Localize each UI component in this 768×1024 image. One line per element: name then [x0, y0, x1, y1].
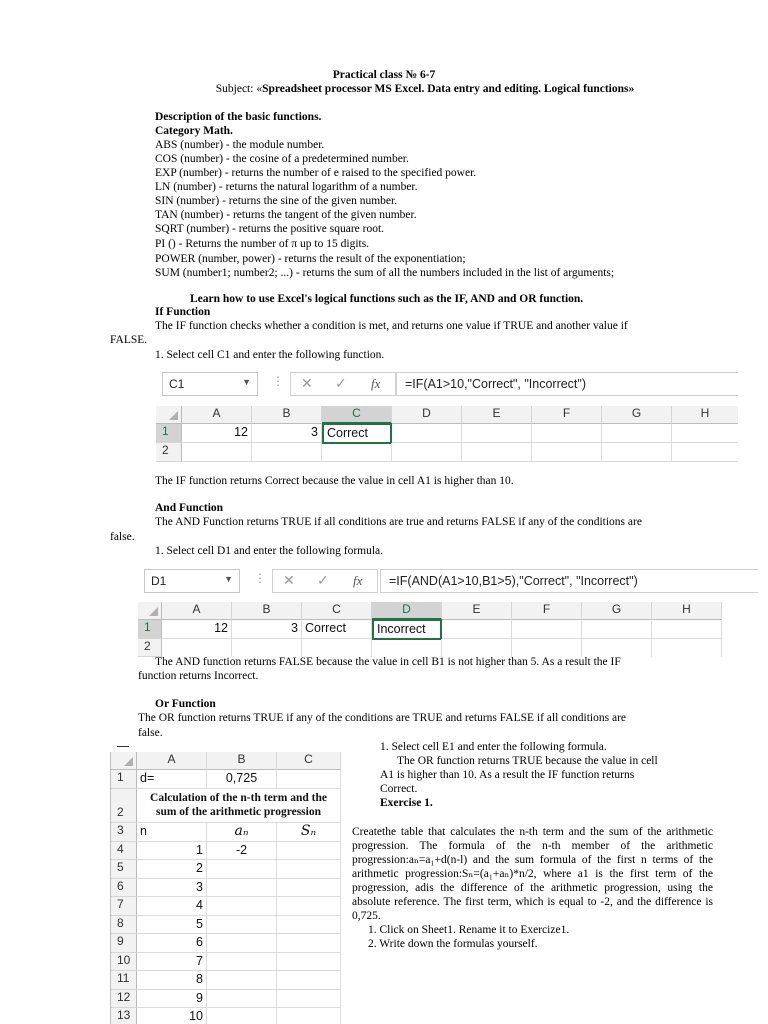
row-header-4[interactable]: 4 — [111, 842, 137, 860]
cell-f1[interactable] — [532, 424, 602, 443]
row-header-13[interactable]: 13 — [111, 1008, 137, 1024]
cell-c7[interactable] — [277, 897, 341, 916]
cell-b9[interactable] — [207, 934, 277, 953]
function-item: SQRT (number) - returns the positive square root. — [155, 223, 385, 235]
row-header-1[interactable]: 1 — [156, 424, 182, 443]
col-header-e[interactable]: E — [462, 406, 532, 424]
or-step-line: The OR function returns TRUE because the value in cell — [397, 755, 658, 767]
subject-line — [0, 83, 768, 95]
cell-a3[interactable]: n — [137, 823, 207, 842]
cell-a9[interactable]: 6 — [137, 934, 207, 953]
cell-f1[interactable] — [512, 620, 582, 639]
function-item: TAN (number) - returns the tangent of the given number. — [155, 209, 417, 221]
cell-b7[interactable] — [207, 897, 277, 916]
select-all-corner[interactable] — [156, 406, 182, 424]
cell-c1[interactable]: Correct — [302, 620, 372, 639]
cell-a1[interactable]: 12 — [182, 424, 252, 443]
formula-bar[interactable]: =IF(A1>10,"Correct", "Incorrect") — [396, 372, 738, 396]
col-header-f[interactable]: F — [512, 602, 582, 620]
fx-icon[interactable]: fx — [371, 376, 381, 391]
col-header-g[interactable]: G — [602, 406, 672, 424]
if-description: The IF function checks whether a condition is met, and returns one value if TRUE and another value if — [155, 320, 628, 332]
cell-e2[interactable] — [462, 443, 532, 462]
cell-g1[interactable] — [602, 424, 672, 443]
name-box-value: C1 — [169, 377, 185, 391]
col-header-a[interactable]: A — [182, 406, 252, 424]
cell-b13[interactable] — [207, 1008, 277, 1024]
cell-c11[interactable] — [277, 971, 341, 990]
cell-b4[interactable]: -2 — [207, 842, 277, 860]
col-header-c[interactable]: C — [277, 752, 341, 770]
function-item: PI () - Returns the number of π up to 15 digits. — [155, 238, 370, 250]
and-result-end: function returns Incorrect. — [138, 670, 259, 682]
cell-b12[interactable] — [207, 990, 277, 1008]
cell-a5[interactable]: 2 — [137, 860, 207, 879]
cell-a4[interactable]: 1 — [137, 842, 207, 860]
function-item: LN (number) - returns the natural logarithm of a number. — [155, 181, 418, 193]
if-heading: If Function — [155, 306, 211, 318]
row-header-7[interactable]: 7 — [111, 897, 137, 916]
cell-c12[interactable] — [277, 990, 341, 1008]
cell-h2[interactable] — [652, 639, 722, 657]
cell-b1[interactable]: 0,725 — [207, 770, 277, 789]
row-header-6[interactable]: 6 — [111, 879, 137, 897]
learn-heading: Learn how to use Excel's logical functions such as the IF, AND and OR function. — [190, 293, 584, 305]
col-header-h[interactable]: H — [652, 602, 722, 620]
cell-b1[interactable]: 3 — [232, 620, 302, 639]
cancel-icon[interactable]: ✕ — [283, 572, 295, 588]
excel-screenshot-if — [156, 364, 738, 462]
or-step: 1. Select cell E1 and enter the following formula. — [380, 741, 607, 753]
cell-c6[interactable] — [277, 879, 341, 897]
or-heading: Or Function — [155, 698, 216, 710]
if-step: 1. Select cell C1 and enter the following function. — [155, 349, 385, 361]
cell-b3[interactable]: aₙ — [207, 823, 277, 842]
col-header-a[interactable]: A — [162, 602, 232, 620]
cell-b2[interactable] — [232, 639, 302, 657]
cell-c2[interactable] — [322, 443, 392, 462]
divider — [117, 746, 129, 747]
cell-e1[interactable] — [462, 424, 532, 443]
row-header-2[interactable]: 2 — [156, 443, 182, 462]
name-box-value: D1 — [151, 574, 167, 588]
cell-c2[interactable] — [302, 639, 372, 657]
name-box[interactable] — [144, 569, 240, 593]
col-header-c[interactable]: C — [322, 406, 392, 424]
or-description-end: false. — [138, 727, 163, 739]
cell-c10[interactable] — [277, 953, 341, 971]
cell-b1[interactable]: 3 — [252, 424, 322, 443]
cell-c1[interactable]: Correct — [322, 423, 392, 444]
col-header-a[interactable]: A — [137, 752, 207, 770]
cell-h1[interactable] — [672, 424, 738, 443]
or-step-line: A1 is higher than 10. As a result the IF function returns — [380, 769, 635, 781]
cell-b11[interactable] — [207, 971, 277, 990]
row-header-5[interactable]: 5 — [111, 860, 137, 879]
exercise-step: 2. Write down the formulas yourself. — [368, 938, 538, 950]
cell-h2[interactable] — [672, 443, 738, 462]
cell-a1[interactable]: 12 — [162, 620, 232, 639]
cell-a11[interactable]: 8 — [137, 971, 207, 990]
enter-icon[interactable]: ✓ — [335, 375, 347, 391]
col-header-b[interactable]: B — [252, 406, 322, 424]
row-header-11[interactable]: 11 — [111, 971, 137, 990]
cell-f2[interactable] — [532, 443, 602, 462]
cell-a2[interactable] — [162, 639, 232, 657]
row-header-1[interactable]: 1 — [111, 770, 137, 789]
formula-controls — [272, 569, 378, 593]
more-icon: ⋮ — [254, 571, 266, 585]
row-header-12[interactable]: 12 — [111, 990, 137, 1008]
cell-d1[interactable] — [392, 424, 462, 443]
function-item: COS (number) - the cosine of a predetermined number. — [155, 153, 409, 165]
fx-icon[interactable]: fx — [353, 573, 363, 588]
function-item: POWER (number, power) - returns the result of the exponentiation; — [155, 253, 466, 265]
row-header-2[interactable]: 2 — [111, 789, 137, 823]
row-header-3[interactable]: 3 — [111, 823, 137, 842]
row-header-10[interactable]: 10 — [111, 953, 137, 971]
row-header-9[interactable]: 9 — [111, 934, 137, 953]
and-step: 1. Select cell D1 and enter the following formula. — [155, 545, 384, 557]
cell-a13[interactable]: 10 — [137, 1008, 207, 1024]
cell-a2[interactable] — [182, 443, 252, 462]
chevron-down-icon: ▼ — [224, 574, 233, 584]
excel-screenshot-and — [138, 561, 758, 657]
col-header-f[interactable]: F — [532, 406, 602, 424]
cell-a12[interactable]: 9 — [137, 990, 207, 1008]
cell-b6[interactable] — [207, 879, 277, 897]
cell-d1[interactable]: Incorrect — [372, 619, 442, 640]
and-description-end: false. — [110, 531, 135, 543]
row-header-8[interactable]: 8 — [111, 916, 137, 934]
subject-prefix: Subject: « — [215, 83, 263, 95]
function-item: ABS (number) - the module number. — [155, 139, 325, 151]
subject-text: Spreadsheet processor MS Excel. Data entry and editing. Logical functions» — [262, 83, 635, 95]
cell-c13[interactable] — [277, 1008, 341, 1024]
cell-a1[interactable]: d= — [137, 770, 207, 789]
or-description: The OR function returns TRUE if any of the conditions are TRUE and returns FALSE if all conditions are — [138, 712, 627, 724]
cell-f2[interactable] — [512, 639, 582, 657]
excel-screenshot-exercise — [110, 752, 341, 1024]
cell-c8[interactable] — [277, 916, 341, 934]
col-header-b[interactable]: B — [232, 602, 302, 620]
enter-icon[interactable]: ✓ — [317, 572, 329, 588]
cell-a8[interactable]: 5 — [137, 916, 207, 934]
col-header-d[interactable]: D — [372, 602, 442, 620]
cell-d2[interactable] — [392, 443, 462, 462]
and-result: The AND function returns FALSE because the value in cell B1 is not higher than 5. As a result the IF — [155, 656, 621, 668]
cell-g2[interactable] — [602, 443, 672, 462]
cancel-icon[interactable]: ✕ — [301, 375, 313, 391]
cell-c5[interactable] — [277, 860, 341, 879]
col-header-b[interactable]: B — [207, 752, 277, 770]
or-step-line: Correct. — [380, 783, 418, 795]
and-heading: And Function — [155, 502, 224, 514]
cell-a7[interactable]: 4 — [137, 897, 207, 916]
function-item: EXP (number) - returns the number of e raised to the specified power. — [155, 167, 477, 179]
cell-b2[interactable] — [252, 443, 322, 462]
cell-d2[interactable] — [372, 639, 442, 657]
page-title: Practical class № 6-7 — [332, 69, 436, 81]
cell-b5[interactable] — [207, 860, 277, 879]
row-header-1[interactable]: 1 — [138, 620, 162, 639]
cell-c3[interactable]: Sₙ — [277, 823, 341, 842]
desc-heading: Description of the basic functions. — [155, 111, 322, 123]
exercise-heading: Exercise 1. — [380, 797, 433, 809]
cell-a10[interactable]: 7 — [137, 953, 207, 971]
and-description: The AND Function returns TRUE if all conditions are true and returns FALSE if any of the conditions are — [155, 516, 642, 528]
cell-e1[interactable] — [442, 620, 512, 639]
cell-c9[interactable] — [277, 934, 341, 953]
cell-a6[interactable]: 3 — [137, 879, 207, 897]
formula-controls — [290, 372, 396, 396]
cell-a2-merged-title[interactable]: Calculation of the n-th term and the sum of the arithmetic progression — [137, 789, 341, 823]
cell-g2[interactable] — [582, 639, 652, 657]
cell-h1[interactable] — [652, 620, 722, 639]
col-header-g[interactable]: G — [582, 602, 652, 620]
more-icon: ⋮ — [272, 374, 284, 388]
name-box[interactable] — [162, 372, 258, 396]
cell-c1[interactable] — [277, 770, 341, 789]
cell-g1[interactable] — [582, 620, 652, 639]
category-heading: Category Math. — [155, 125, 233, 137]
function-item: SIN (number) - returns the sine of the given number. — [155, 195, 398, 207]
if-result: The IF function returns Correct because the value in cell A1 is higher than 10. — [155, 475, 514, 487]
col-header-e[interactable]: E — [442, 602, 512, 620]
select-all-corner[interactable] — [138, 602, 162, 620]
col-header-h[interactable]: H — [672, 406, 738, 424]
cell-b8[interactable] — [207, 916, 277, 934]
formula-bar[interactable]: =IF(AND(A1>10,B1>5),"Correct", "Incorrect") — [380, 569, 758, 593]
cell-c4[interactable] — [277, 842, 341, 860]
col-header-d[interactable]: D — [392, 406, 462, 424]
select-all-corner[interactable] — [111, 752, 137, 770]
exercise-text: Createthe table that calculates the n-th term and the sum of the arithmetic progression. The formula of the n-th member of the arithmetic progression:aₙ=a₁+d(n-l) and the sum formula of the first n terms of the arithmetic progression:Sₙ=(a₁+aₙ)*n/2, where a1 is the first term of the progression, adis the difference of the arithmetic progression, using the absolute reference. The first term, which is equal to -2, and the difference is 0,725. — [352, 826, 713, 922]
cell-b10[interactable] — [207, 953, 277, 971]
chevron-down-icon: ▼ — [242, 377, 251, 387]
exercise-step: 1. Click on Sheet1. Rename it to Exercize1. — [368, 924, 570, 936]
row-header-2[interactable]: 2 — [138, 639, 162, 657]
cell-e2[interactable] — [442, 639, 512, 657]
if-description-end: FALSE. — [110, 334, 148, 346]
col-header-c[interactable]: C — [302, 602, 372, 620]
function-item: SUM (number1; number2; ...) - returns the sum of all the numbers included in the list of arguments; — [155, 267, 615, 279]
